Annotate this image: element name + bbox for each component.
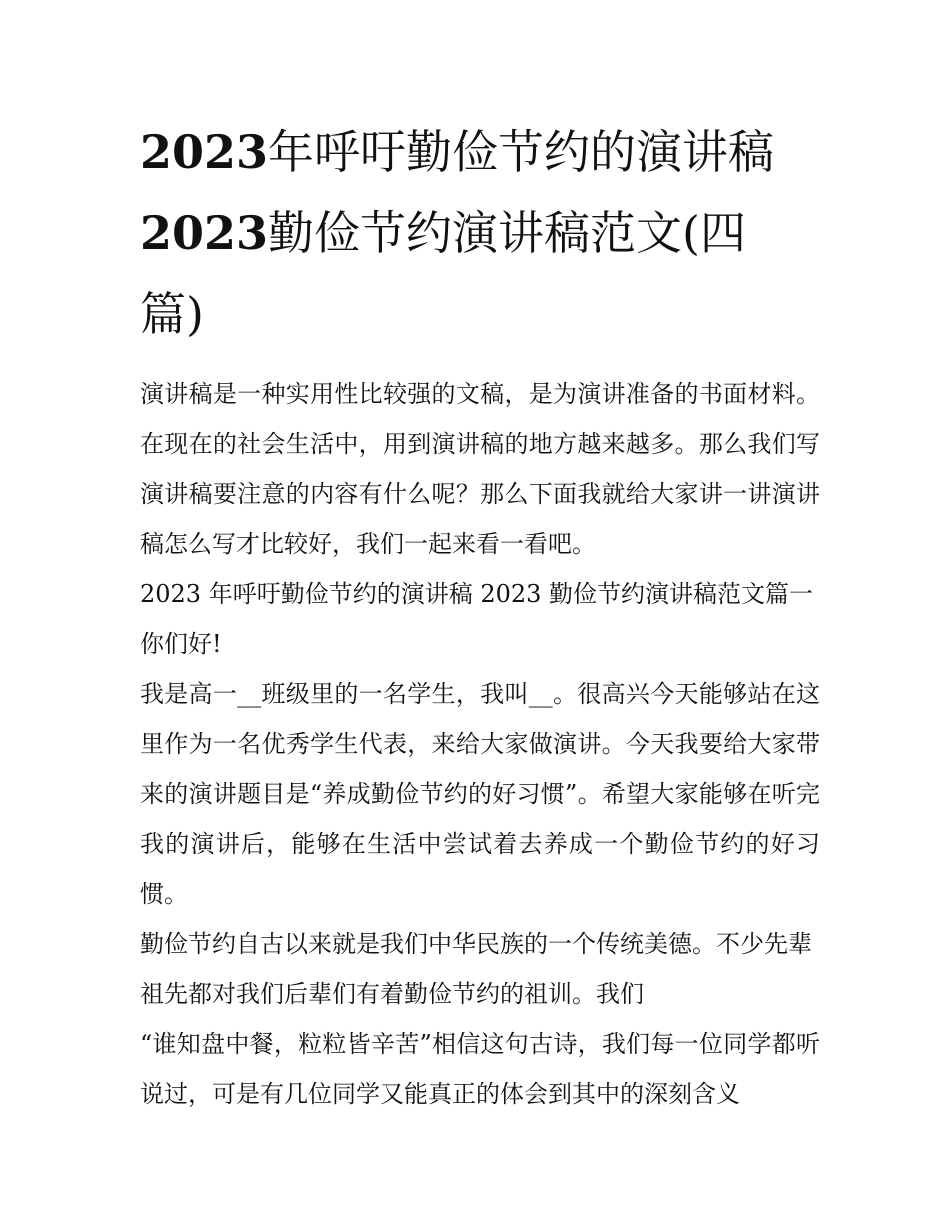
title-year-1: 2023 [140,125,269,179]
body-paragraph-1: 我是高一__班级里的一名学生，我叫__。很高兴今天能够站在这里作为一名优秀学生代表，来给大家做演讲。今天我要给大家带来的演讲题目是“养成勤俭节约的好习惯”。希望大家能够在听完我的演讲后，能够在生活中尝试着去养成一个勤俭节约的好习惯。 [140,680,820,908]
body-paragraph-2: 勤俭节约自古以来就是我们中华民族的一个传统美德。不少先辈祖先都对我们后辈们有着勤俭节约的祖训。我们 [140,930,812,1008]
document-title [140,112,820,355]
section-heading: 2023 年呼吁勤俭节约的演讲稿 2023 勤俭节约演讲稿范文篇一 [140,580,814,608]
title-line-1: 年呼吁勤俭节约的演讲稿 [268,125,775,179]
title-line-3: 篇) [140,287,204,341]
document-page [140,112,820,1119]
greeting-paragraph: 你们好! [140,630,222,658]
body-paragraph-3: “谁知盘中餐，粒粒皆辛苦”相信这句古诗，我们每一位同学都听说过，可是有几位同学又能真正的体会到其中的深刻含义 [140,1030,820,1108]
intro-paragraph: 演讲稿是一种实用性比较强的文稿，是为演讲准备的书面材料。在现在的社会生活中，用到演讲稿的地方越来越多。那么我们写演讲稿要注意的内容有什么呢？那么下面我就给大家讲一讲演讲稿怎么写才比较好，我们一起来看一看吧。 [140,380,820,558]
title-year-2: 2023 [140,206,269,260]
title-line-2: 勤俭节约演讲稿范文(四 [268,206,746,260]
